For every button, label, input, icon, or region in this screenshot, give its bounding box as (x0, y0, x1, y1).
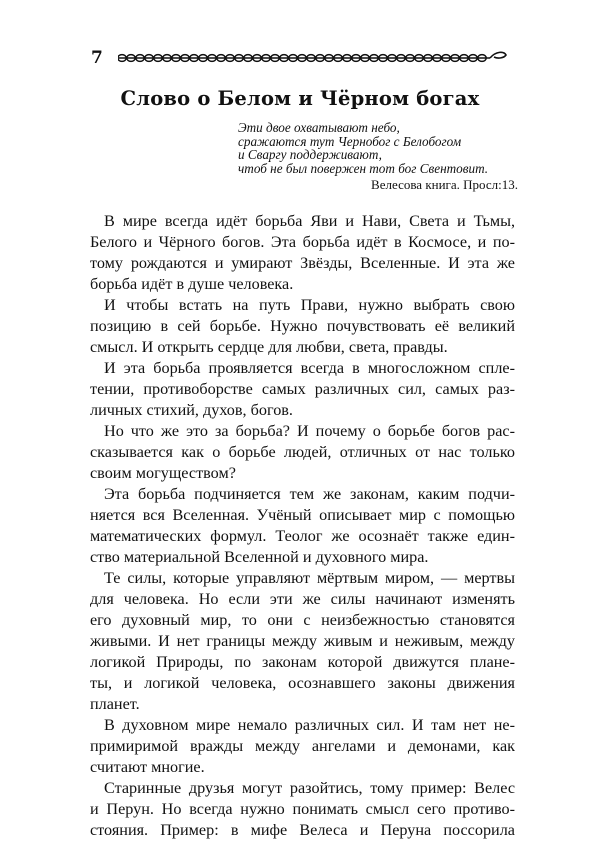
text-line: и Перун. Но всегда нужно понимать смысл сего противо- (90, 800, 515, 818)
text-line: Те силы, которые управляют мёртвым миром, — мертвы (104, 569, 515, 587)
text-line: позицию в сей борьбе. Нужно почувствовать её великий (90, 317, 515, 335)
text-line: В духовном мире немало различных сил. И там нет не- (104, 716, 515, 734)
text-line: тому рождаются и умирают Звёзды, Вселенные. И эта же (90, 254, 515, 272)
text-line: Старинные друзья могут разойтись, тому пример: Велес (104, 779, 515, 797)
body-text (90, 211, 515, 841)
epigraph-source: Велесова книга. Просл:13. (371, 177, 518, 192)
epigraph-line: сражаются тут Чернобог с Белобогом (238, 133, 462, 149)
text-line: И эта борьба проявляется всегда в многосложном спле- (104, 359, 515, 377)
text-line: В мире всегда идёт борьба Яви и Нави, Света и Тьмы, (104, 212, 515, 230)
page-number: 7 (91, 48, 103, 68)
text-line: ство материальной Вселенной и духовного мира. (90, 548, 429, 566)
text-line: логикой Природы, по законам которой движутся плане- (90, 653, 515, 671)
text-line: ты, и логикой человека, осознавшего законы движения (90, 674, 515, 692)
text-line: тении, противоборстве самых различных сил, самых раз- (90, 380, 515, 398)
text-line: своим могуществом? (90, 464, 236, 482)
text-line: планет. (90, 695, 140, 713)
text-line: Эта борьба подчиняется тем же законам, каким подчи- (104, 485, 515, 503)
text-line: математических формул. Теолог же осознаёт также един- (90, 527, 515, 545)
epigraph-line: чтоб не был повержен тот бог Свентовит. (238, 160, 489, 176)
text-line: считают многие. (90, 758, 205, 776)
chapter-title: Слово о Белом и Чёрном богах (120, 87, 480, 110)
decorative-border-ornament (118, 49, 508, 67)
text-line: для человека. Но если эти же силы начинают изменять (90, 590, 515, 608)
text-line: сказывается как о борьбе людей, отличных от нас только (90, 443, 515, 461)
text-line: борьба идёт в душе человека. (90, 275, 294, 293)
text-line: примиримой вражды между ангелами и демонами, как (90, 737, 515, 755)
text-line: Но что же это за борьба? И почему о борьбе богов рас- (104, 422, 515, 440)
epigraph-line: Эти двое охватывают небо, (238, 120, 400, 135)
text-line: смысл. И открыть сердце для любви, света, правды. (90, 338, 448, 356)
text-line: няется вся Вселенная. Учёный описывает мир с помощью (90, 506, 515, 524)
text-line: его духовный мир, то они с неизбежностью становятся (90, 611, 515, 629)
text-line: живыми. И нет границы между живым и неживым, между (90, 632, 515, 650)
epigraph-line: и Сваргу поддерживают, (238, 147, 382, 162)
text-line: Белого и Чёрного богов. Эта борьба идёт в Космосе, и по- (90, 233, 515, 251)
epigraph (238, 121, 518, 193)
text-line: стояния. Пример: в мифе Велеса и Перуна поссорила (90, 821, 515, 839)
text-line: личных стихий, духов, богов. (90, 401, 293, 419)
text-line: И чтобы встать на путь Прави, нужно выбрать свою (104, 296, 515, 314)
